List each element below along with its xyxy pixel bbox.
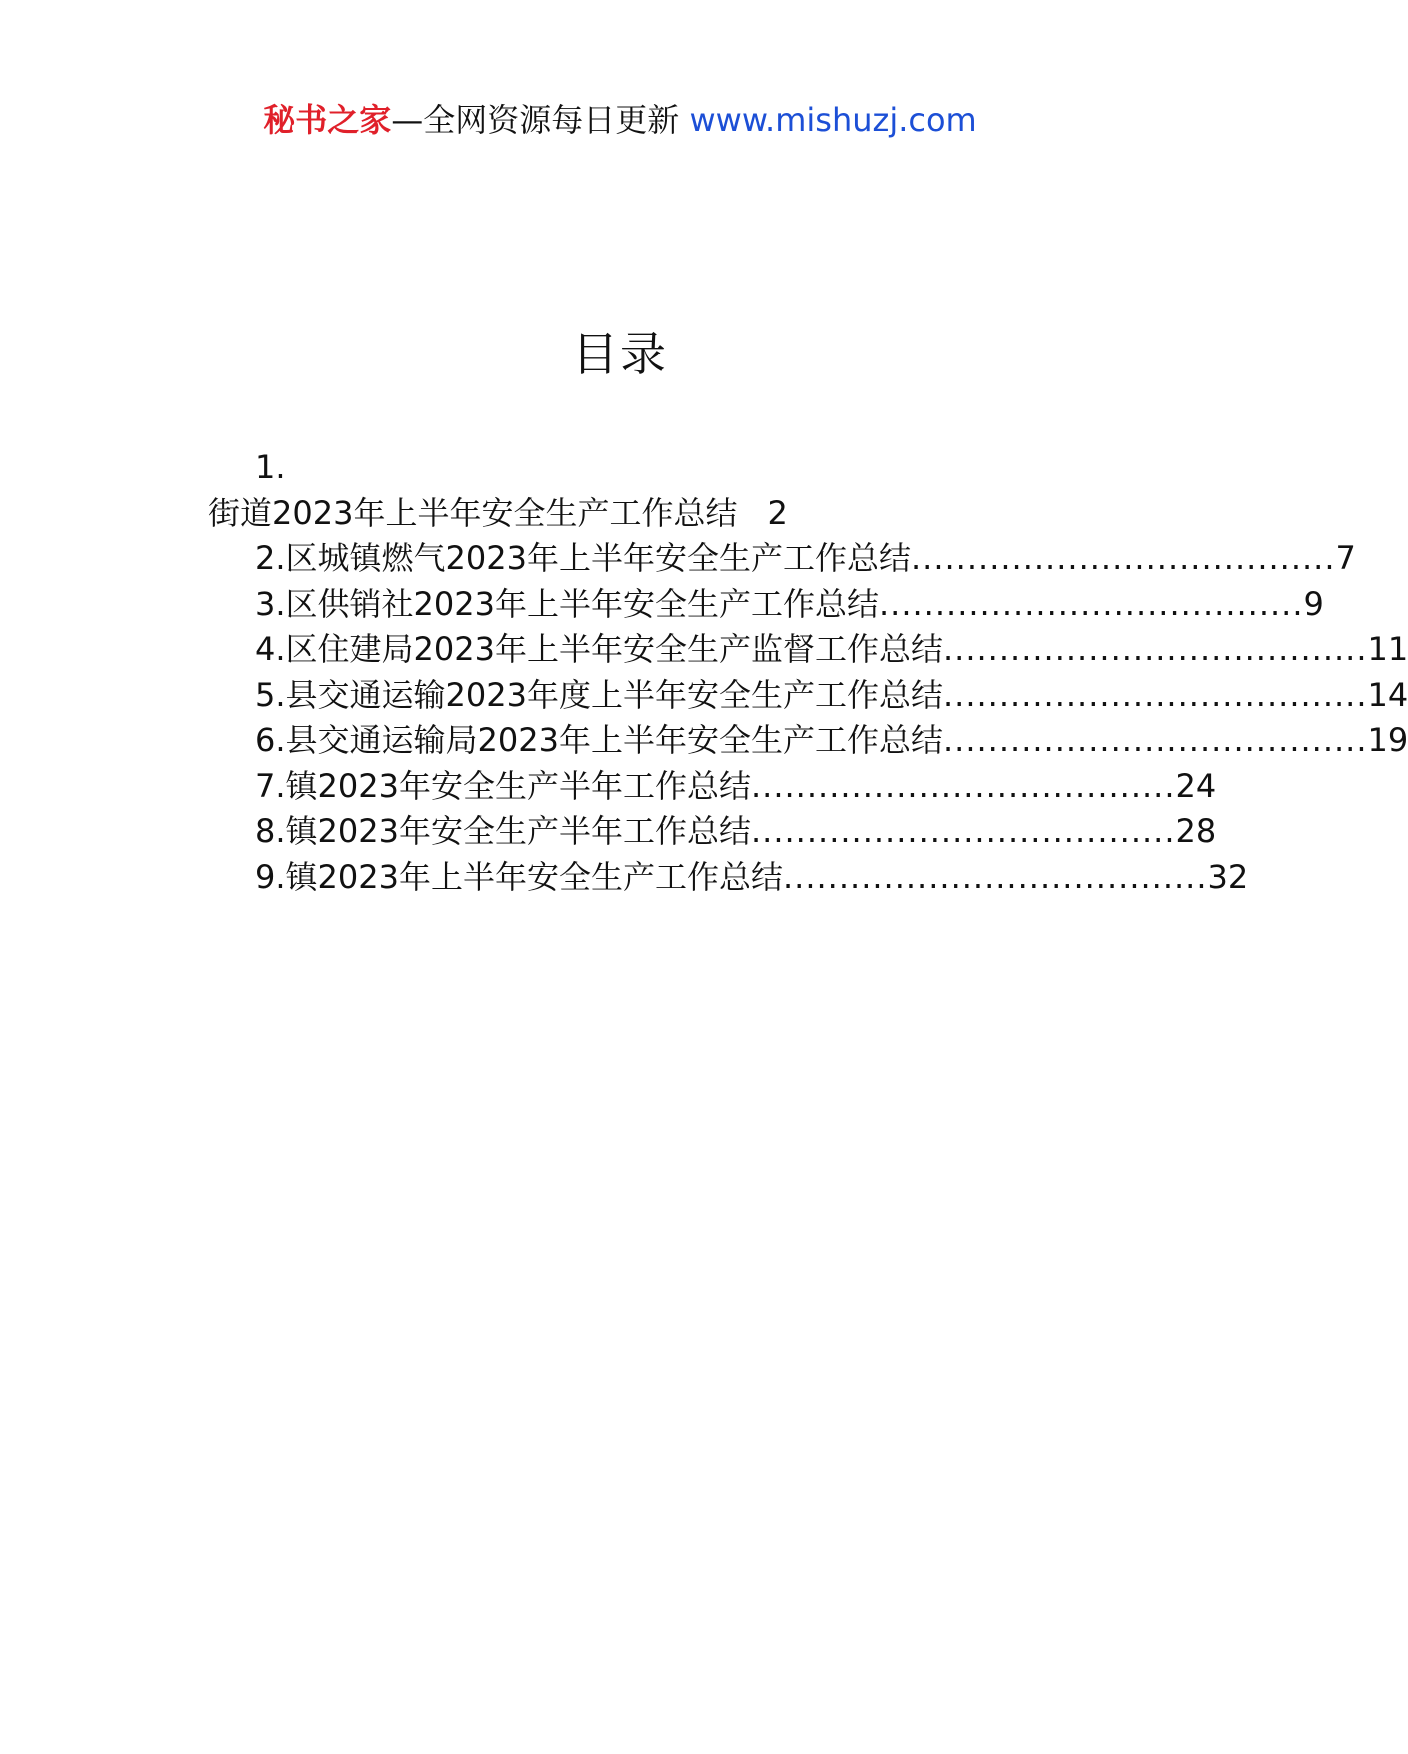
toc-entry-5[interactable]: [208, 673, 1408, 719]
toc-entry-title: 8.镇2023年安全生产半年工作总结: [255, 812, 751, 850]
toc-dot-leader: ......................................: [782, 857, 1208, 896]
page-title: 目录: [572, 327, 668, 381]
toc-entry-4[interactable]: [208, 627, 1408, 673]
toc-entry-7[interactable]: [208, 764, 1217, 810]
toc-entry-title: 3.区供销社2023年上半年安全生产工作总结: [255, 584, 879, 623]
toc-dot-leader: ......................................: [750, 766, 1176, 805]
toc-entry-title: 6.县交通运输局2023年上半年安全生产工作总结: [255, 721, 943, 759]
brand-slogan: —全网资源每日更新: [391, 101, 680, 139]
toc-dot-leader: ......................................: [910, 539, 1336, 577]
toc-entry-page: 24: [1175, 766, 1217, 805]
toc-entry-1[interactable]: [208, 491, 1050, 537]
toc-entry-page: 28: [1175, 812, 1217, 850]
site-header: [0, 100, 1240, 140]
toc-entry-8[interactable]: [208, 809, 1217, 855]
toc-dot-leader: ......................................: [878, 584, 1304, 623]
toc-entry-title: 2.区城镇燃气2023年上半年安全生产工作总结: [255, 539, 911, 577]
toc-entry-page: 7: [1335, 539, 1356, 577]
toc-entry-number-1: [208, 445, 1050, 491]
brand-name: 秘书之家: [263, 101, 392, 139]
toc-entry-page: 32: [1207, 857, 1249, 896]
toc-entry-title: 街道2023年上半年安全生产工作总结: [208, 493, 738, 532]
table-of-contents: [208, 445, 1408, 900]
toc-entry-page: 14: [1367, 675, 1408, 714]
toc-entry-6[interactable]: [208, 718, 1408, 764]
toc-dot-leader: ......................................: [750, 812, 1176, 850]
toc-entry-title: 4.区住建局2023年上半年安全生产监督工作总结: [255, 630, 943, 668]
toc-entry-page: 19: [1367, 721, 1408, 759]
toc-entry-page: 9: [1303, 584, 1324, 623]
toc-entry-number: 1.: [255, 448, 286, 486]
toc-entry-title: 5.县交通运输2023年度上半年安全生产工作总结: [255, 675, 943, 714]
toc-entry-title: 9.镇2023年上半年安全生产工作总结: [255, 857, 783, 896]
toc-entry-page: 11: [1367, 630, 1408, 668]
toc-entry-3[interactable]: [208, 582, 1324, 628]
toc-entry-2[interactable]: [208, 536, 1356, 582]
toc-entry-9[interactable]: [208, 855, 1249, 901]
toc-entry-page: 2: [767, 493, 788, 532]
toc-dot-leader: ......................................: [942, 675, 1368, 714]
toc-dot-leader: ......................................: [942, 721, 1368, 759]
toc-entry-title: 7.镇2023年安全生产半年工作总结: [255, 766, 751, 805]
toc-dot-leader: ......................................: [942, 630, 1368, 668]
site-url-link[interactable]: www.mishuzj.com: [689, 101, 977, 139]
